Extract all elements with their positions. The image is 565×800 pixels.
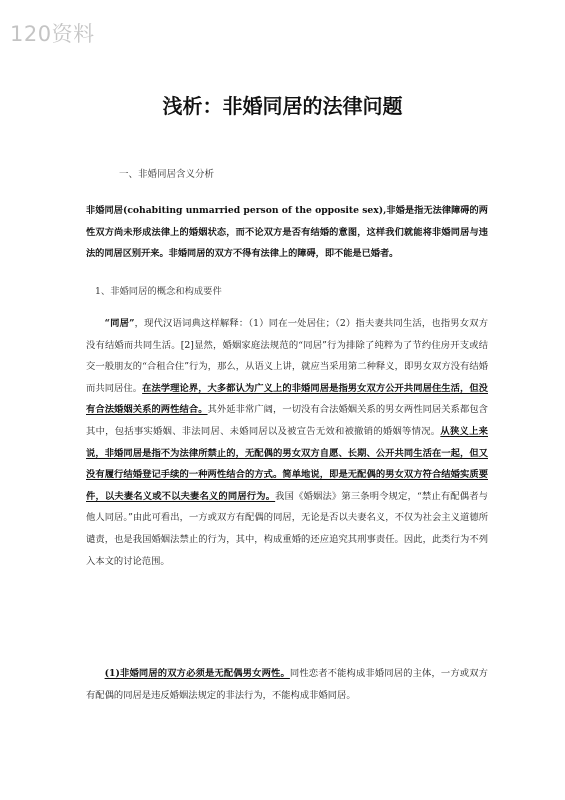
section-heading: 一、非婚同居含义分析 [119, 169, 215, 180]
broad-scope: 其外延非常广阔，一切没有合法婚姻关系的男女两性同居关系都包含其中，包括事实婚姻、非法同居、未婚同居以及被宣告无效和被撤销的婚姻等情况。 [86, 404, 488, 437]
requirement-1-text: 同性恋者不能构成非婚同居的主体，一方或双方有配偶的同居是违反婚姻法规定的非法行为，不能构成非婚同居。 [86, 668, 488, 701]
page-title: 浅析：非婚同居的法律问题 [162, 94, 403, 118]
term-tongju: “同居” [104, 318, 135, 329]
requirement-1-heading: (1)非婚同居的双方必须是无配偶男女两性。 [104, 668, 290, 679]
watermark: 120资料 [10, 22, 95, 46]
broad-definition: 在法学理论界，大多都认为广义上的非婚同居是指男女双方公开共同居住生活，但没有合法婚姻关系的两性结合。 [86, 382, 488, 416]
paragraph-definition [86, 313, 488, 572]
intro-paragraph: 非婚同居(cohabiting unmarried person of the opposite sex),非婚是指无法律障碍的两性双方尚未形成法律上的婚姻状态，而不论双方是否有结婚的意图，这样我们就能将非婚同居与违法的同居区别开来。非婚同居的双方不得有法律上的障碍，即不能是已婚者。 [86, 205, 488, 260]
marriage-law-note: 我国《婚姻法》第三条明令规定，“禁止有配偶者与他人同居。”由此可看出，一方或双方有配偶的同居，无论是否以夫妻名义，不仅为社会主义道德所谴责，也是我国婚姻法禁止的行为，其中，构成重婚的还应追究其刑事责任。因此，此类行为不列入本文的讨论范围。 [86, 490, 488, 567]
dictionary-explanation: ，现代汉语词典这样解释：（1）同在一处居住；（2）指夫妻共同生活，也指男女双方没有结婚而共同生活。[2]显然，婚姻家庭法规范的“同居”行为排除了纯粹为了节约住房开支或结交一般朋友的“合租合住”行为，那么，从语义上讲，就应当采用第二种释义，即男女双方没有结婚而共同居住。 [86, 318, 489, 394]
paragraph-requirement-1 [86, 663, 488, 706]
sub-heading: 1、非婚同居的概念和构成要件 [95, 286, 222, 297]
narrow-definition: 从狭义上来说，非婚同居是指不为法律所禁止的，无配偶的男女双方自愿、长期、公开共同生活在一起，但又没有履行结婚登记手续的一种两性结合的方式。简单地说，即是无配偶的男女双方符合结婚实质要件，以夫妻名义或不以夫妻名义的同居行为。 [86, 425, 488, 502]
